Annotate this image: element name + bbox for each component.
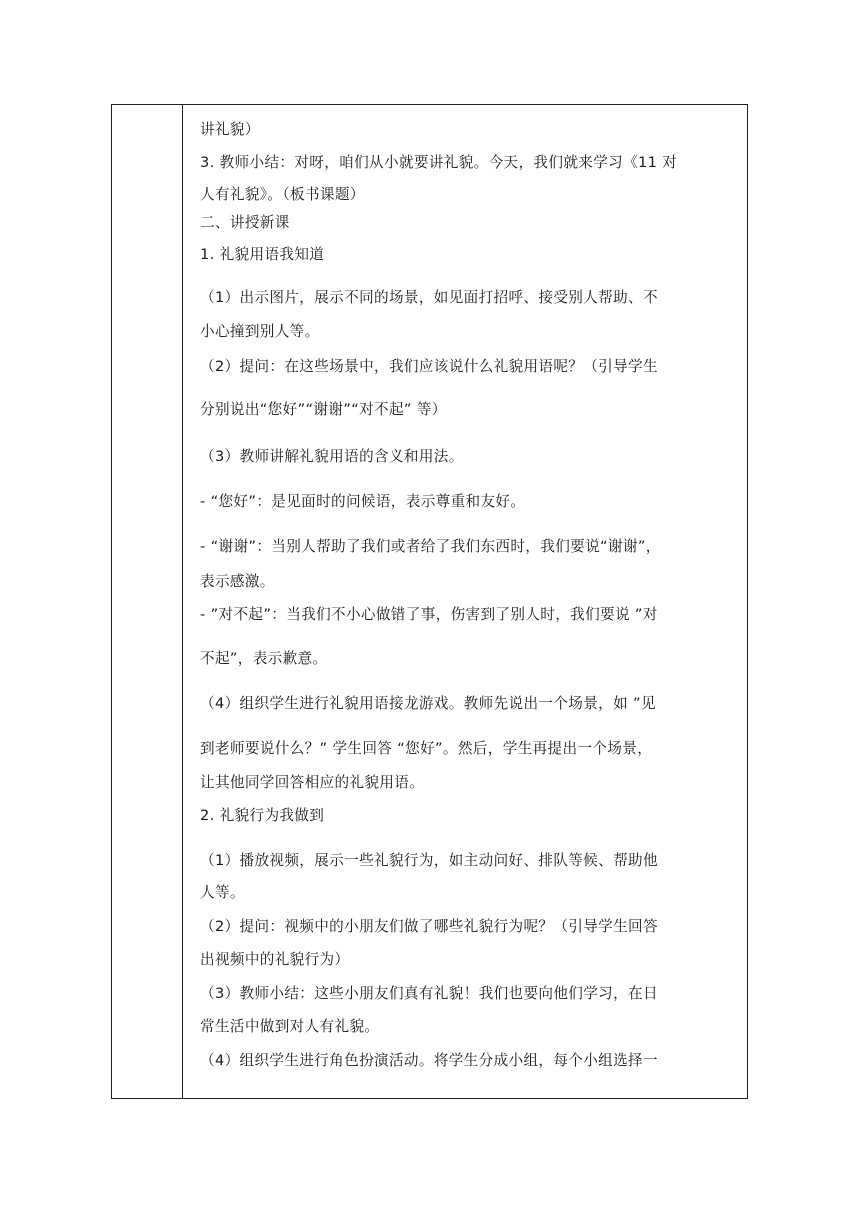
text-line: 让其他同学回答相应的礼貌用语。 bbox=[200, 774, 425, 791]
text-line: - “您好”：是见面时的问候语，表示尊重和友好。 bbox=[200, 493, 526, 510]
subsection-heading: 2. 礼貌行为我做到 bbox=[200, 807, 325, 824]
lesson-plan-table bbox=[111, 104, 748, 1099]
text-line: 3. 教师小结：对呀，咱们从小就要讲礼貌。今天，我们就来学习《11 对 bbox=[200, 154, 678, 171]
text-line: - ”对不起”：当我们不小心做错了事，伤害到了别人时，我们要说 ”对 bbox=[200, 606, 658, 623]
column-divider bbox=[182, 105, 183, 1098]
text-line: 小心撞到别人等。 bbox=[200, 323, 320, 340]
text-line: 人有礼貌》。（板书课题） bbox=[200, 186, 365, 203]
text-line: 讲礼貌） bbox=[200, 121, 260, 138]
text-line: （1）播放视频，展示一些礼貌行为，如主动问好、排队等候、帮助他 bbox=[200, 852, 658, 869]
text-line: 表示感激。 bbox=[200, 573, 275, 590]
text-line: - “谢谢”：当别人帮助了我们或者给了我们东西时，我们要说“谢谢”， bbox=[200, 538, 661, 555]
text-line: （4）组织学生进行礼貌用语接龙游戏。教师先说出一个场景，如 ”见 bbox=[200, 695, 656, 712]
text-line: （3）教师讲解礼貌用语的含义和用法。 bbox=[200, 448, 464, 465]
text-line: 常生活中做到对人有礼貌。 bbox=[200, 1018, 380, 1035]
text-line: （3）教师小结：这些小朋友们真有礼貌！我们也要向他们学习，在日 bbox=[200, 985, 658, 1002]
table-left-cell bbox=[112, 105, 182, 1098]
subsection-heading: 1. 礼貌用语我知道 bbox=[200, 246, 325, 263]
text-line: 人等。 bbox=[200, 884, 245, 901]
text-line: （4）组织学生进行角色扮演活动。将学生分成小组，每个小组选择一 bbox=[200, 1052, 658, 1069]
text-line: （2）提问：视频中的小朋友们做了哪些礼貌行为呢？（引导学生回答 bbox=[200, 918, 658, 935]
text-line: 出视频中的礼貌行为） bbox=[200, 951, 350, 968]
text-line: 到老师要说什么？” 学生回答 “您好”。然后，学生再提出一个场景， bbox=[200, 740, 653, 757]
text-line: 分别说出“您好”“谢谢”“对不起” 等） bbox=[200, 401, 447, 418]
text-line: （1）出示图片，展示不同的场景，如见面打招呼、接受别人帮助、不 bbox=[200, 289, 658, 306]
section-heading: 二、讲授新课 bbox=[200, 214, 290, 231]
text-line: 不起”，表示歉意。 bbox=[200, 650, 328, 667]
text-line: （2）提问：在这些场景中，我们应该说什么礼貌用语呢？（引导学生 bbox=[200, 358, 658, 375]
